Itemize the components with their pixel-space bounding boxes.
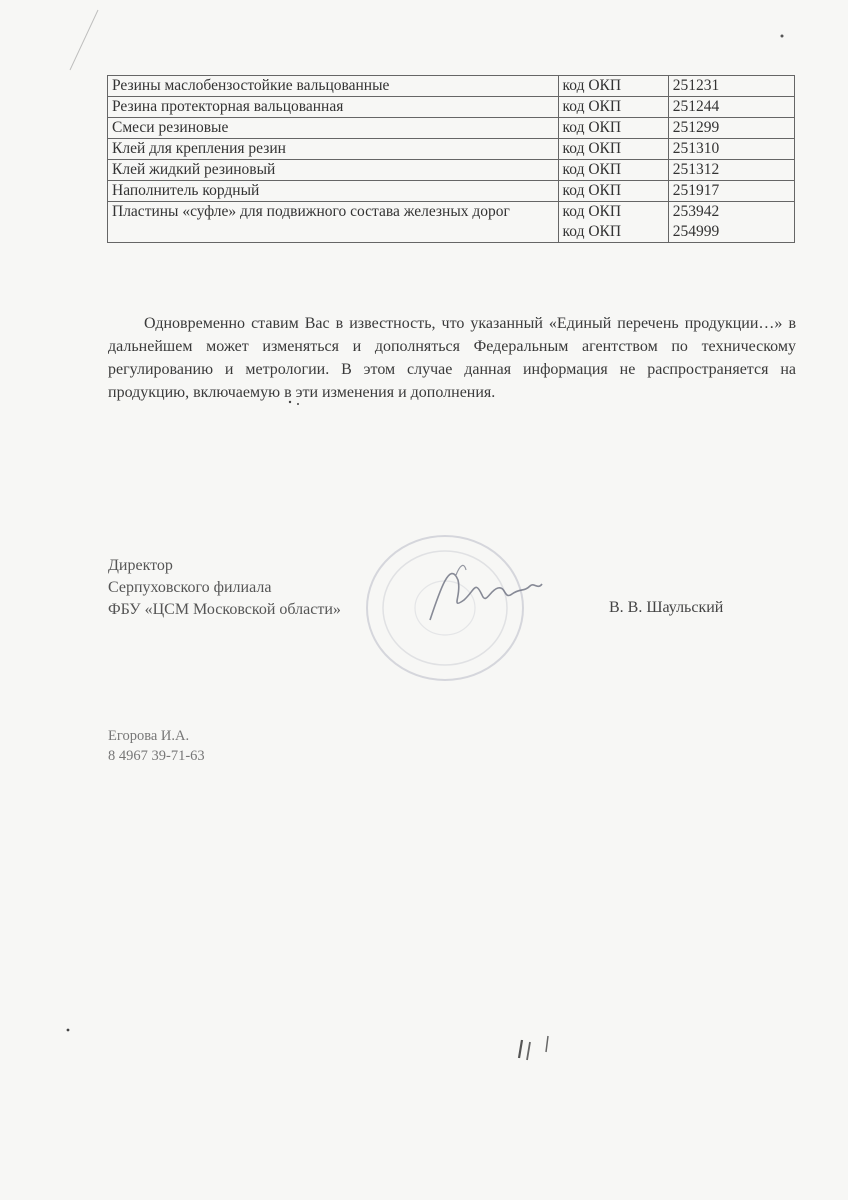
handwritten-signature-icon bbox=[420, 550, 550, 630]
contact-name: Егорова И.А. bbox=[108, 728, 190, 744]
okp-label-cell: код ОКП bbox=[558, 181, 668, 202]
contact-phone: 8 4967 39-71-63 bbox=[108, 748, 205, 764]
contact-block bbox=[108, 726, 205, 766]
table-row bbox=[108, 118, 795, 139]
okp-label-cell: код ОКП bbox=[558, 139, 668, 160]
okp-number-line: 254999 bbox=[672, 223, 720, 240]
okp-label-cell: код ОКП bbox=[558, 76, 668, 97]
notice-paragraph: Одновременно ставим Вас в известность, что указанный «Единый перечень продукции…» в дальнейшем может изменяться и дополняться Федеральным агентством по техническому регулированию и метрологии. В этом случае данная информация не распространяется на продукцию, включаемую в эти изменения и дополнения. bbox=[108, 315, 796, 401]
signer-organization: ФБУ «ЦСМ Московской области» bbox=[108, 601, 341, 618]
table-row bbox=[108, 76, 795, 97]
okp-number-cell: 251917 bbox=[668, 181, 794, 202]
table-row bbox=[108, 181, 795, 202]
signer-position: Директор bbox=[108, 557, 173, 574]
okp-label-line: код ОКП bbox=[562, 223, 622, 240]
table-row bbox=[108, 97, 795, 118]
okp-number-cell: 251231 bbox=[668, 76, 794, 97]
product-name-cell: Резина протекторная вальцованная bbox=[108, 97, 559, 118]
okp-number-cell: 251310 bbox=[668, 139, 794, 160]
signer-branch: Серпуховского филиала bbox=[108, 579, 272, 596]
product-name-cell: Наполнитель кордный bbox=[108, 181, 559, 202]
product-name-cell: Смеси резиновые bbox=[108, 118, 559, 139]
product-name-cell: Клей жидкий резиновый bbox=[108, 160, 559, 181]
signer-name: В. В. Шаульский bbox=[609, 599, 724, 616]
product-name-cell: Резины маслобензостойкие вальцованные bbox=[108, 76, 559, 97]
okp-number-line: 253942 bbox=[672, 203, 720, 220]
signature-block bbox=[108, 555, 341, 621]
table-row bbox=[108, 160, 795, 181]
product-name-cell: Пластины «суфле» для подвижного состава железных дорог bbox=[108, 202, 559, 243]
okp-label-line: код ОКП bbox=[562, 203, 622, 220]
okp-number-cell bbox=[668, 202, 794, 243]
okp-label-cell: код ОКП bbox=[558, 97, 668, 118]
okp-code-table bbox=[107, 75, 795, 243]
table-row bbox=[108, 202, 795, 243]
table-row bbox=[108, 139, 795, 160]
okp-number-cell: 251299 bbox=[668, 118, 794, 139]
okp-number-cell: 251312 bbox=[668, 160, 794, 181]
okp-label-cell bbox=[558, 202, 668, 243]
okp-number-cell: 251244 bbox=[668, 97, 794, 118]
okp-label-cell: код ОКП bbox=[558, 160, 668, 181]
okp-label-cell: код ОКП bbox=[558, 118, 668, 139]
product-name-cell: Клей для крепления резин bbox=[108, 139, 559, 160]
